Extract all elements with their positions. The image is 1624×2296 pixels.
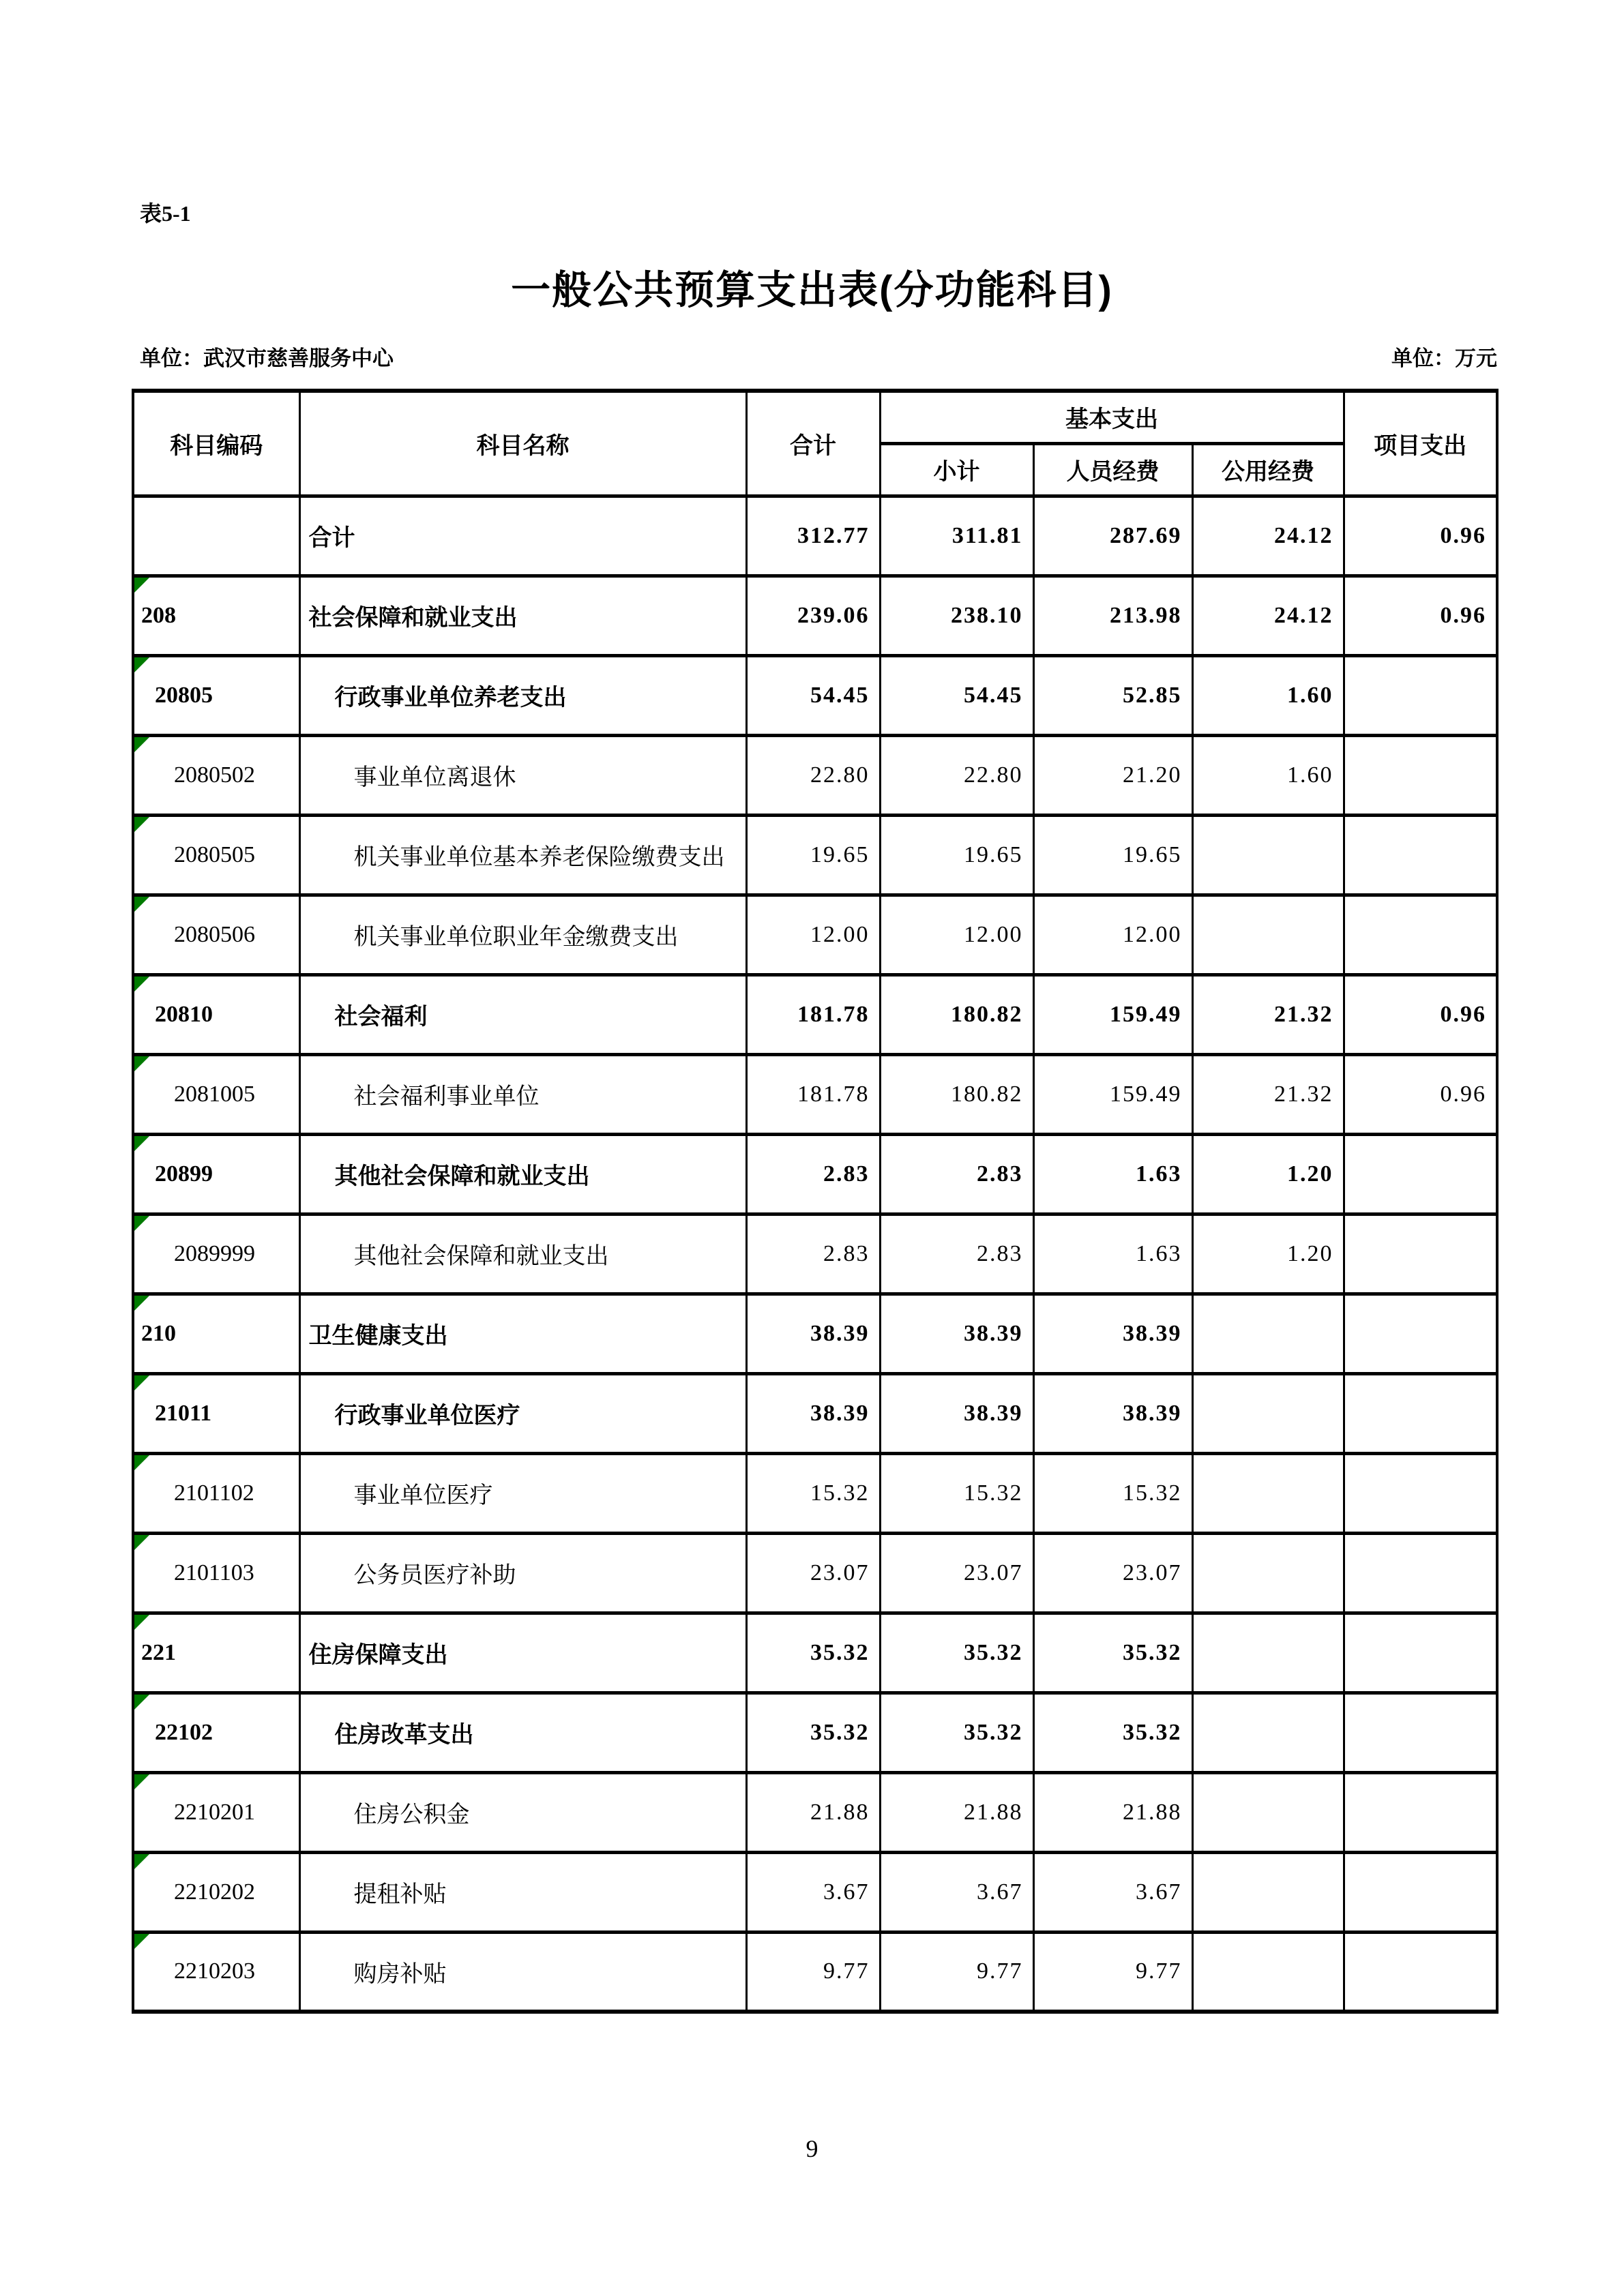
- name-cell: 合计: [299, 496, 746, 576]
- header-personnel: 人员经费: [1033, 443, 1192, 496]
- name-cell: 行政事业单位养老支出: [299, 655, 746, 735]
- cell-error-marker-icon: [134, 817, 149, 832]
- cell-error-marker-icon: [134, 737, 149, 752]
- public-cell: [1192, 1373, 1344, 1453]
- cell-error-marker-icon: [134, 1455, 149, 1470]
- cell-error-marker-icon: [134, 578, 149, 593]
- project-cell: [1344, 1453, 1497, 1533]
- code-cell: 2080505: [133, 815, 299, 895]
- total-cell: 181.78: [746, 1054, 880, 1134]
- table-row: [133, 576, 1497, 655]
- unit-right-label: 单位：万元: [1391, 346, 1497, 370]
- project-cell: 0.96: [1344, 576, 1497, 655]
- code-cell: 210: [133, 1294, 299, 1373]
- table-row: [133, 1852, 1497, 1932]
- table-row: [133, 1134, 1497, 1214]
- project-cell: 0.96: [1344, 974, 1497, 1054]
- table-row: [133, 735, 1497, 815]
- subtotal-cell: 238.10: [880, 576, 1033, 655]
- public-cell: [1192, 1613, 1344, 1693]
- public-cell: [1192, 1772, 1344, 1852]
- code-cell: 221: [133, 1613, 299, 1693]
- public-cell: 1.20: [1192, 1134, 1344, 1214]
- code-cell: 2080506: [133, 895, 299, 974]
- personnel-cell: 1.63: [1033, 1214, 1192, 1294]
- total-cell: 3.67: [746, 1852, 880, 1932]
- table-row: [133, 1932, 1497, 2012]
- total-cell: 35.32: [746, 1613, 880, 1693]
- personnel-cell: 287.69: [1033, 496, 1192, 576]
- name-cell: 住房公积金: [299, 1772, 746, 1852]
- project-cell: [1344, 1613, 1497, 1693]
- subtotal-cell: 23.07: [880, 1533, 1033, 1613]
- cell-error-marker-icon: [134, 1056, 149, 1071]
- subtotal-cell: 3.67: [880, 1852, 1033, 1932]
- name-cell: 提租补贴: [299, 1852, 746, 1932]
- table-header: [133, 391, 1497, 496]
- subtotal-cell: 311.81: [880, 496, 1033, 576]
- personnel-cell: 159.49: [1033, 974, 1192, 1054]
- project-cell: [1344, 655, 1497, 735]
- name-cell: 社会保障和就业支出: [299, 576, 746, 655]
- code-cell: 208: [133, 576, 299, 655]
- name-cell: 住房保障支出: [299, 1613, 746, 1693]
- total-cell: 19.65: [746, 815, 880, 895]
- table-row: [133, 1054, 1497, 1134]
- name-cell: 其他社会保障和就业支出: [299, 1214, 746, 1294]
- code-cell: 22102: [133, 1693, 299, 1772]
- cell-error-marker-icon: [134, 1615, 149, 1630]
- personnel-cell: 21.88: [1033, 1772, 1192, 1852]
- table-row: [133, 1772, 1497, 1852]
- budget-table: [132, 389, 1498, 2014]
- public-cell: [1192, 1932, 1344, 2012]
- cell-error-marker-icon: [134, 1854, 149, 1869]
- personnel-cell: 38.39: [1033, 1373, 1192, 1453]
- table-row: [133, 655, 1497, 735]
- project-cell: 0.96: [1344, 1054, 1497, 1134]
- code-cell: 2089999: [133, 1214, 299, 1294]
- personnel-cell: 35.32: [1033, 1613, 1192, 1693]
- table-row: [133, 1373, 1497, 1453]
- name-cell: 事业单位离退休: [299, 735, 746, 815]
- personnel-cell: 21.20: [1033, 735, 1192, 815]
- total-cell: 35.32: [746, 1693, 880, 1772]
- public-cell: [1192, 1852, 1344, 1932]
- subtotal-cell: 38.39: [880, 1294, 1033, 1373]
- personnel-cell: 213.98: [1033, 576, 1192, 655]
- subtotal-cell: 21.88: [880, 1772, 1033, 1852]
- header-row-1: [133, 391, 1497, 443]
- total-cell: 2.83: [746, 1214, 880, 1294]
- public-cell: [1192, 1294, 1344, 1373]
- public-cell: [1192, 1453, 1344, 1533]
- name-cell: 社会福利事业单位: [299, 1054, 746, 1134]
- total-cell: 38.39: [746, 1294, 880, 1373]
- project-cell: 0.96: [1344, 496, 1497, 576]
- name-cell: 公务员医疗补助: [299, 1533, 746, 1613]
- personnel-cell: 15.32: [1033, 1453, 1192, 1533]
- name-cell: 机关事业单位职业年金缴费支出: [299, 895, 746, 974]
- subtotal-cell: 19.65: [880, 815, 1033, 895]
- public-cell: 1.60: [1192, 735, 1344, 815]
- code-cell: 2101102: [133, 1453, 299, 1533]
- project-cell: [1344, 895, 1497, 974]
- cell-error-marker-icon: [134, 1695, 149, 1710]
- total-cell: 181.78: [746, 974, 880, 1054]
- public-cell: 1.20: [1192, 1214, 1344, 1294]
- personnel-cell: 1.63: [1033, 1134, 1192, 1214]
- code-cell: 2210201: [133, 1772, 299, 1852]
- header-code: 科目编码: [133, 391, 299, 496]
- table-row: [133, 1693, 1497, 1772]
- table-row: [133, 1214, 1497, 1294]
- project-cell: [1344, 1932, 1497, 2012]
- public-cell: 21.32: [1192, 1054, 1344, 1134]
- unit-row: [140, 341, 1497, 372]
- personnel-cell: 12.00: [1033, 895, 1192, 974]
- table-row: [133, 496, 1497, 576]
- personnel-cell: 35.32: [1033, 1693, 1192, 1772]
- cell-error-marker-icon: [134, 1774, 149, 1789]
- public-cell: 24.12: [1192, 576, 1344, 655]
- total-cell: 12.00: [746, 895, 880, 974]
- total-cell: 2.83: [746, 1134, 880, 1214]
- cell-error-marker-icon: [134, 897, 149, 912]
- project-cell: [1344, 1294, 1497, 1373]
- header-project: 项目支出: [1344, 391, 1497, 496]
- project-cell: [1344, 1533, 1497, 1613]
- name-cell: 事业单位医疗: [299, 1453, 746, 1533]
- total-cell: 312.77: [746, 496, 880, 576]
- project-cell: [1344, 1134, 1497, 1214]
- subtotal-cell: 22.80: [880, 735, 1033, 815]
- project-cell: [1344, 815, 1497, 895]
- cell-error-marker-icon: [134, 657, 149, 672]
- name-cell: 购房补贴: [299, 1932, 746, 2012]
- public-cell: 24.12: [1192, 496, 1344, 576]
- personnel-cell: 9.77: [1033, 1932, 1192, 2012]
- subtotal-cell: 9.77: [880, 1932, 1033, 2012]
- code-cell: 20899: [133, 1134, 299, 1214]
- public-cell: 21.32: [1192, 974, 1344, 1054]
- code-cell: 2080502: [133, 735, 299, 815]
- name-cell: 卫生健康支出: [299, 1294, 746, 1373]
- subtotal-cell: 12.00: [880, 895, 1033, 974]
- unit-left-label: 单位：武汉市慈善服务中心: [140, 346, 394, 370]
- project-cell: [1344, 1373, 1497, 1453]
- subtotal-cell: 35.32: [880, 1613, 1033, 1693]
- code-cell: [133, 496, 299, 576]
- code-cell: 21011: [133, 1373, 299, 1453]
- table-row: [133, 1294, 1497, 1373]
- subtotal-cell: 180.82: [880, 974, 1033, 1054]
- table-body: [133, 496, 1497, 2012]
- name-cell: 社会福利: [299, 974, 746, 1054]
- cell-error-marker-icon: [134, 1216, 149, 1231]
- name-cell: 行政事业单位医疗: [299, 1373, 746, 1453]
- public-cell: [1192, 1693, 1344, 1772]
- page-title: 一般公共预算支出表(分功能科目): [511, 268, 1113, 312]
- subtotal-cell: 54.45: [880, 655, 1033, 735]
- code-cell: 2101103: [133, 1533, 299, 1613]
- table-row: [133, 895, 1497, 974]
- code-cell: 2210203: [133, 1932, 299, 2012]
- subtotal-cell: 2.83: [880, 1214, 1033, 1294]
- project-cell: [1344, 1772, 1497, 1852]
- total-cell: 239.06: [746, 576, 880, 655]
- total-cell: 15.32: [746, 1453, 880, 1533]
- project-cell: [1344, 1214, 1497, 1294]
- public-cell: [1192, 895, 1344, 974]
- total-cell: 54.45: [746, 655, 880, 735]
- subtotal-cell: 15.32: [880, 1453, 1033, 1533]
- table-row: [133, 1613, 1497, 1693]
- header-total: 合计: [746, 391, 880, 496]
- subtotal-cell: 35.32: [880, 1693, 1033, 1772]
- subtotal-cell: 2.83: [880, 1134, 1033, 1214]
- personnel-cell: 159.49: [1033, 1054, 1192, 1134]
- cell-error-marker-icon: [134, 1535, 149, 1550]
- public-cell: [1192, 1533, 1344, 1613]
- total-cell: 23.07: [746, 1533, 880, 1613]
- public-cell: 1.60: [1192, 655, 1344, 735]
- personnel-cell: 38.39: [1033, 1294, 1192, 1373]
- code-cell: 2210202: [133, 1852, 299, 1932]
- table-row: [133, 815, 1497, 895]
- subtotal-cell: 180.82: [880, 1054, 1033, 1134]
- cell-error-marker-icon: [134, 1296, 149, 1311]
- code-cell: 20810: [133, 974, 299, 1054]
- cell-error-marker-icon: [134, 976, 149, 992]
- code-cell: 2081005: [133, 1054, 299, 1134]
- total-cell: 22.80: [746, 735, 880, 815]
- personnel-cell: 23.07: [1033, 1533, 1192, 1613]
- name-cell: 其他社会保障和就业支出: [299, 1134, 746, 1214]
- cell-error-marker-icon: [134, 1136, 149, 1151]
- page-number: 9: [806, 2135, 818, 2162]
- total-cell: 38.39: [746, 1373, 880, 1453]
- name-cell: 机关事业单位基本养老保险缴费支出: [299, 815, 746, 895]
- header-basic-subtotal: 小计: [880, 443, 1033, 496]
- code-cell: 20805: [133, 655, 299, 735]
- header-name: 科目名称: [299, 391, 746, 496]
- cell-error-marker-icon: [134, 1934, 149, 1949]
- table-row: [133, 1533, 1497, 1613]
- public-cell: [1192, 815, 1344, 895]
- project-cell: [1344, 1693, 1497, 1772]
- total-cell: 21.88: [746, 1772, 880, 1852]
- personnel-cell: 52.85: [1033, 655, 1192, 735]
- header-public: 公用经费: [1192, 443, 1344, 496]
- table-label: 表5-1: [140, 201, 191, 226]
- project-cell: [1344, 735, 1497, 815]
- total-cell: 9.77: [746, 1932, 880, 2012]
- table-row: [133, 1453, 1497, 1533]
- table-row: [133, 974, 1497, 1054]
- subtotal-cell: 38.39: [880, 1373, 1033, 1453]
- personnel-cell: 3.67: [1033, 1852, 1192, 1932]
- project-cell: [1344, 1852, 1497, 1932]
- header-basic-group: 基本支出: [880, 391, 1344, 443]
- name-cell: 住房改革支出: [299, 1693, 746, 1772]
- cell-error-marker-icon: [134, 1375, 149, 1390]
- personnel-cell: 19.65: [1033, 815, 1192, 895]
